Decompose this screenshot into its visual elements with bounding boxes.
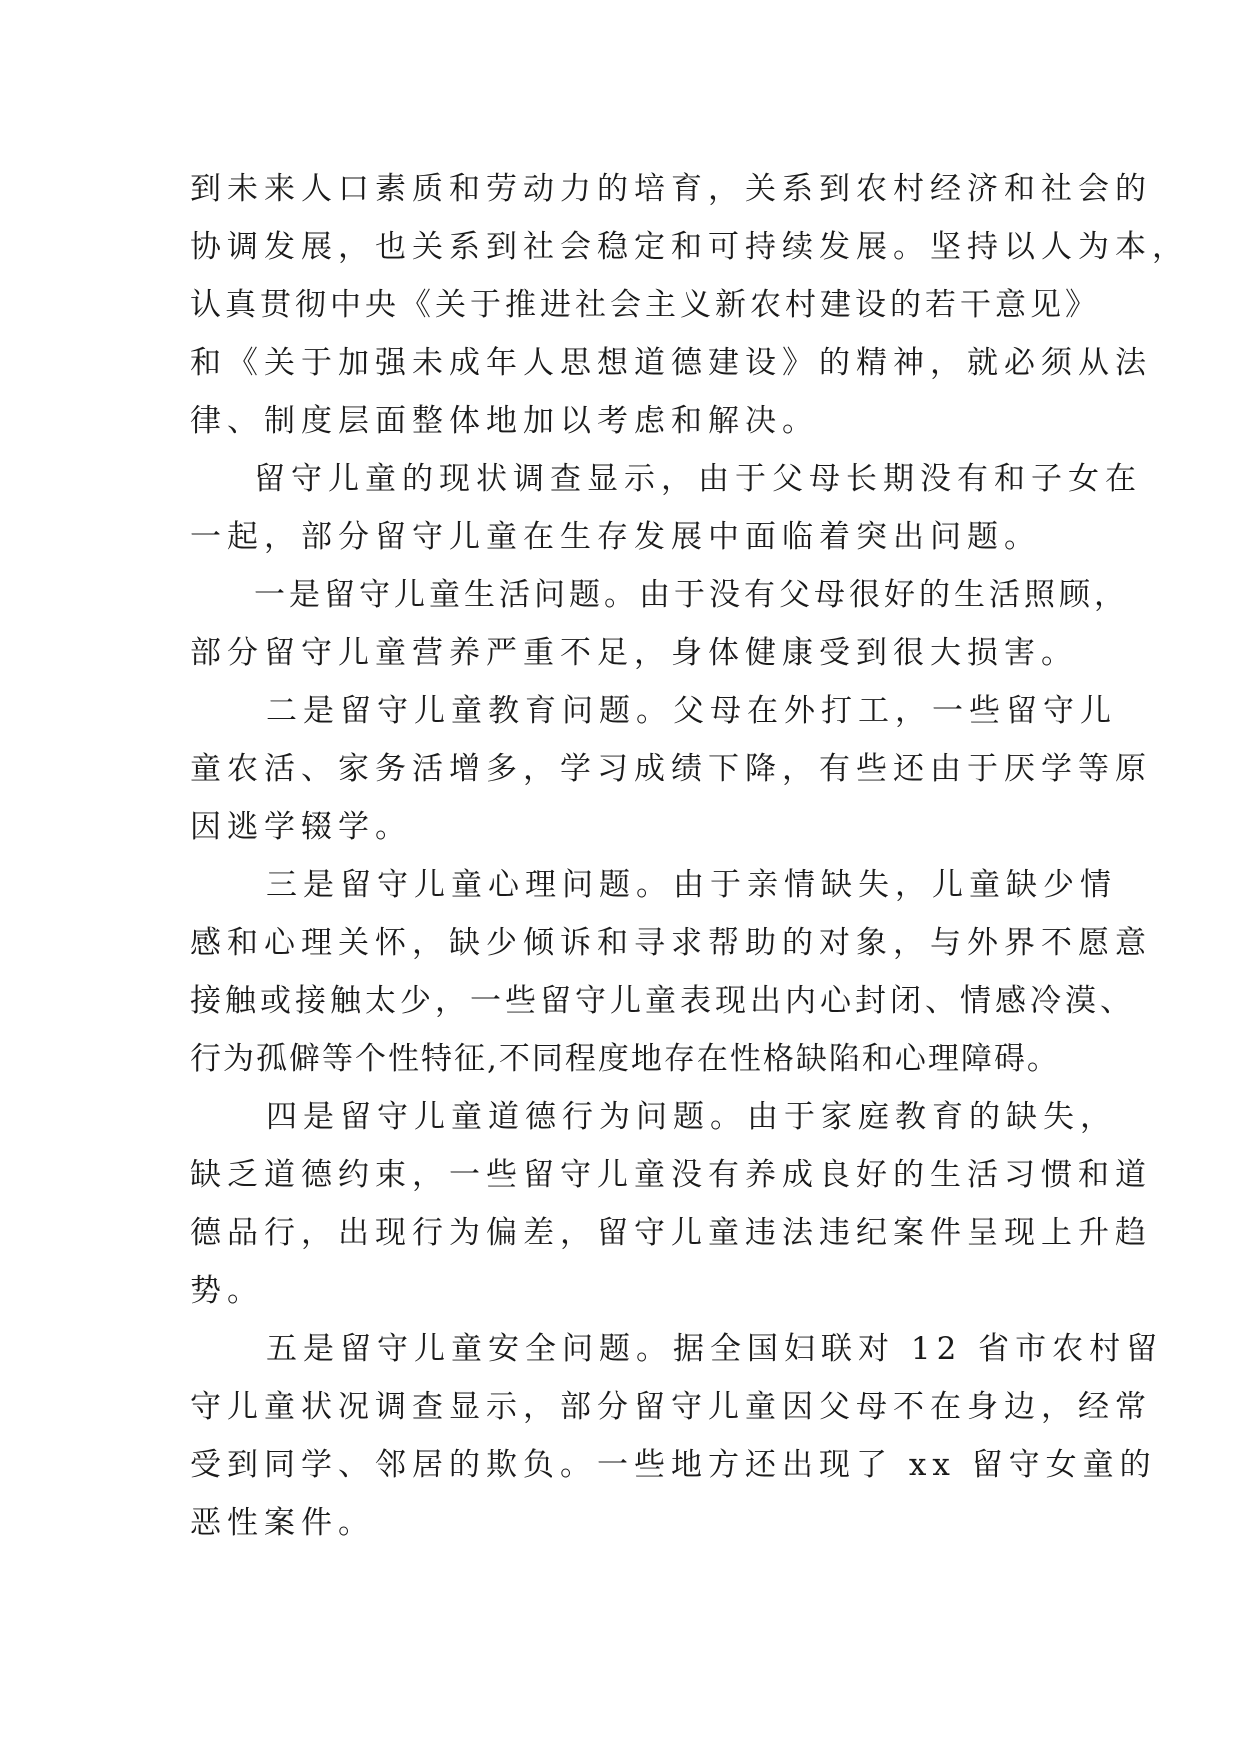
text-line: 缺乏道德约束，一些留守儿童没有养成良好的生活习惯和道 bbox=[190, 1157, 1152, 1193]
text-line: 部分留守儿童营养严重不足，身体健康受到很大损害。 bbox=[190, 635, 1078, 671]
paragraph-5 bbox=[190, 856, 1152, 1088]
paragraph-6 bbox=[190, 1088, 1152, 1320]
paragraph-3 bbox=[190, 566, 1129, 682]
text-line: 一是留守儿童生活问题。由于没有父母很好的生活照顾， bbox=[254, 577, 1129, 613]
paragraph-4 bbox=[190, 682, 1152, 856]
text-line: 童农活、家务活增多，学习成绩下降，有些还由于厌学等原 bbox=[190, 751, 1152, 787]
text-line: 留守儿童的现状调查显示，由于父母长期没有和子女在 bbox=[254, 461, 1142, 497]
text-line: 因逃学辍学。 bbox=[190, 809, 412, 845]
text-line: 守儿童状况调查显示，部分留守儿童因父母不在身边，经常 bbox=[190, 1389, 1152, 1425]
text-line: 受到同学、邻居的欺负。一些地方还出现了 xx 留守女童的 bbox=[190, 1447, 1157, 1483]
text-line: 到未来人口素质和劳动力的培育，关系到农村经济和社会的 bbox=[190, 171, 1152, 207]
text-line: 感和心理关怀，缺少倾诉和寻求帮助的对象，与外界不愿意 bbox=[190, 925, 1152, 961]
text-line: 三是留守儿童心理问题。由于亲情缺失，儿童缺少情 bbox=[266, 867, 1117, 903]
paragraph-2 bbox=[190, 450, 1142, 566]
paragraph-1 bbox=[190, 160, 1189, 450]
text-line: 一起，部分留守儿童在生存发展中面临着突出问题。 bbox=[190, 519, 1041, 555]
text-line: 行为孤僻等个性特征,不同程度地存在性格缺陷和心理障碍。 bbox=[190, 1041, 1060, 1077]
text-line: 二是留守儿童教育问题。父母在外打工，一些留守儿 bbox=[266, 693, 1117, 729]
text-line: 五是留守儿童安全问题。据全国妇联对 12 省市农村留 bbox=[266, 1331, 1164, 1367]
document-body bbox=[190, 160, 1189, 1552]
text-line: 接触或接触太少，一些留守儿童表现出内心封闭、情感冷漠、 bbox=[190, 983, 1135, 1019]
text-line: 和《关于加强未成年人思想道德建设》的精神，就必须从法 bbox=[190, 345, 1152, 381]
text-line: 律、制度层面整体地加以考虑和解决。 bbox=[190, 403, 819, 439]
text-line: 势。 bbox=[190, 1273, 264, 1309]
text-line: 四是留守儿童道德行为问题。由于家庭教育的缺失， bbox=[266, 1099, 1117, 1135]
text-line: 协调发展，也关系到社会稳定和可持续发展。坚持以人为本， bbox=[190, 229, 1189, 265]
text-line: 认真贯彻中央《关于推进社会主义新农村建设的若干意见》 bbox=[190, 287, 1100, 323]
paragraph-7 bbox=[190, 1320, 1164, 1552]
text-line: 恶性案件。 bbox=[190, 1505, 375, 1541]
text-line: 德品行，出现行为偏差，留守儿童违法违纪案件呈现上升趋 bbox=[190, 1215, 1152, 1251]
